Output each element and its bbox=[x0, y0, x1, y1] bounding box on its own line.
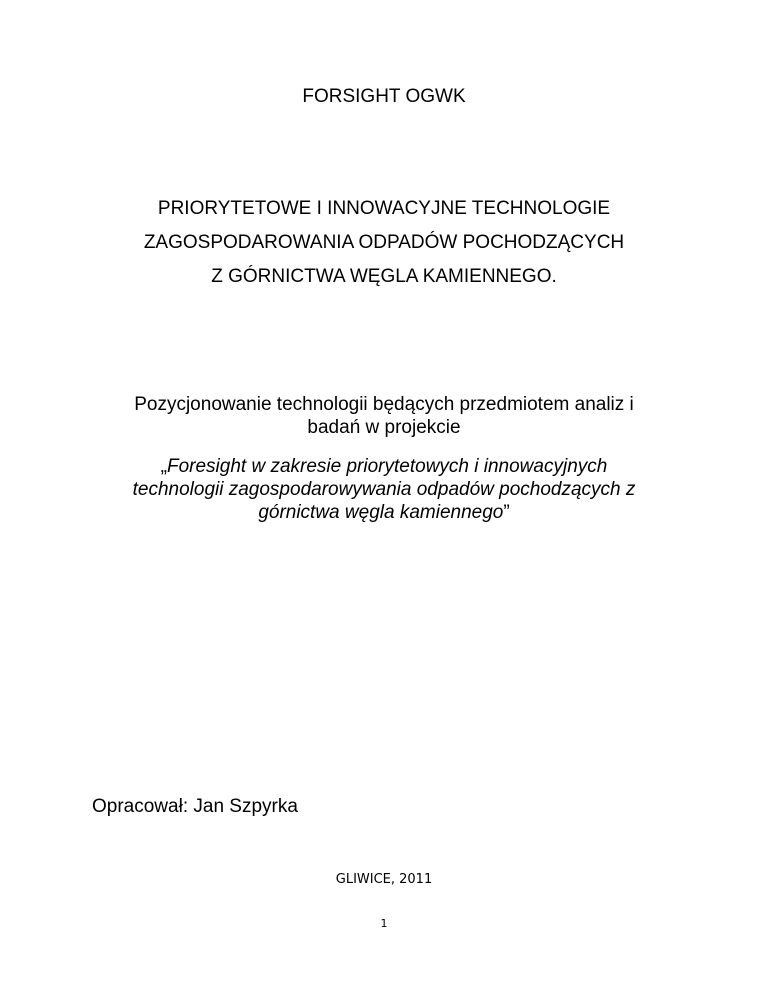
project-title-text-1: Foresight w zakresie priorytetowych i innowacyjnych bbox=[166, 456, 608, 477]
page-number: 1 bbox=[380, 917, 388, 930]
project-title-text-3: górnictwa węgla kamiennego bbox=[258, 502, 504, 523]
subtitle-line-2: badań w projekcie bbox=[307, 417, 461, 438]
subtitle bbox=[84, 393, 684, 439]
project-title-line-2: technologii zagospodarowywania odpadów pochodzących z bbox=[132, 479, 636, 500]
subtitle-line-1: Pozycjonowanie technologii będących przedmiotem analiz i bbox=[134, 394, 634, 415]
open-quote-mark: „ bbox=[160, 456, 167, 477]
project-title-quote bbox=[84, 455, 684, 524]
main-title-line-1: PRIORYTETOWE I INNOWACYJNE TECHNOLOGIE bbox=[157, 198, 611, 219]
close-quote-mark: ” bbox=[503, 502, 510, 523]
project-title-line-3 bbox=[84, 501, 684, 524]
author-line: Opracował: Jan Szpyrka bbox=[92, 796, 298, 817]
project-title-line-1 bbox=[84, 455, 684, 478]
main-title-line-2: ZAGOSPODAROWANIA ODPADÓW POCHODZĄCYCH bbox=[143, 232, 625, 253]
main-title-line-3: Z GÓRNICTWA WĘGLA KAMIENNEGO. bbox=[211, 266, 557, 287]
header-title: FORSIGHT OGWK bbox=[302, 86, 466, 107]
city-year: GLIWICE, 2011 bbox=[335, 872, 433, 887]
